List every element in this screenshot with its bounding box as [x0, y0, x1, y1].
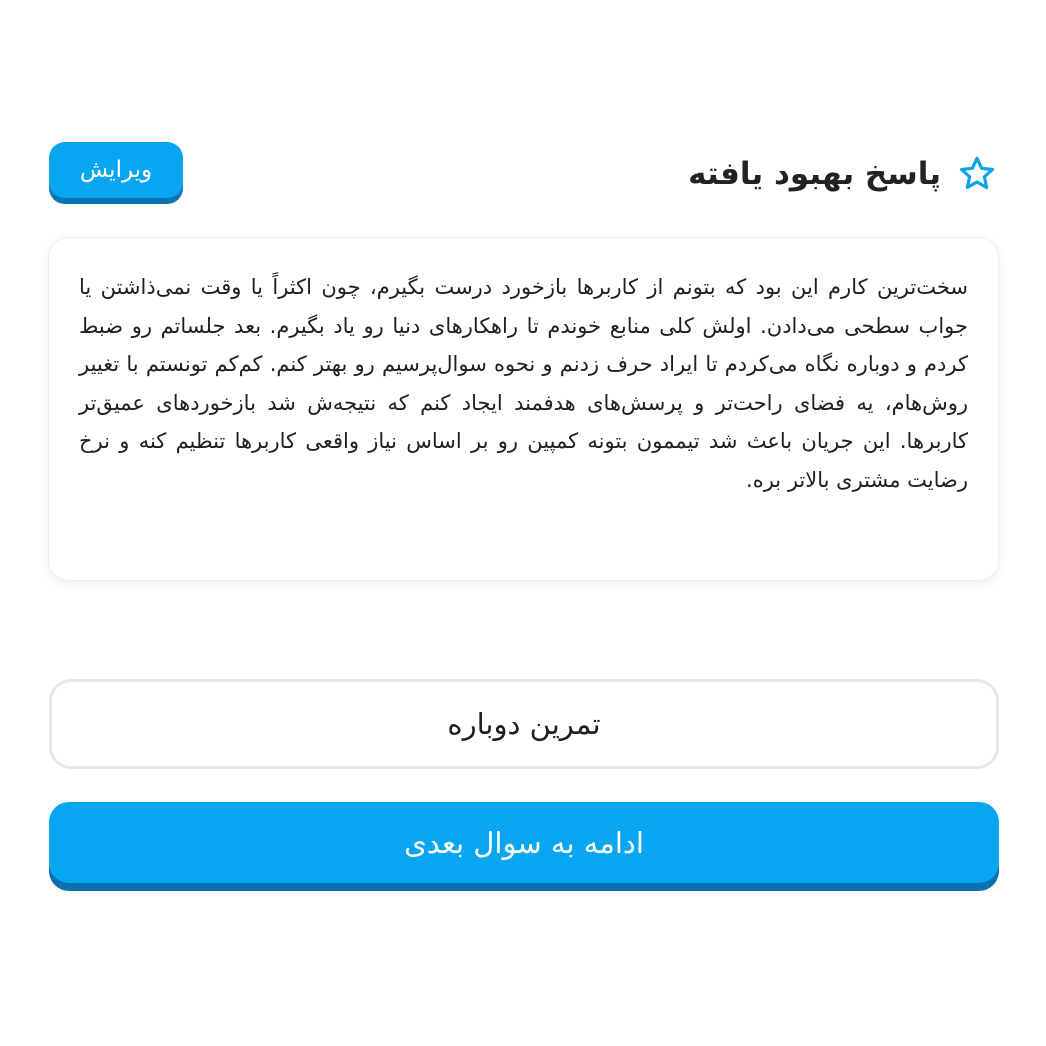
retry-button[interactable]: تمرین دوباره	[49, 679, 999, 769]
answer-card	[48, 237, 999, 581]
page-title: پاسخ بهبود یافته	[688, 156, 941, 192]
star-icon	[957, 154, 997, 194]
answer-header	[49, 142, 999, 206]
answer-text: سخت‌ترین کارم این بود که بتونم از کاربرها بازخورد درست بگیرم، چون اکثراً یا وقت نمی‌ذاشتن یا جواب سطحی می‌دادن. اولش کلی منابع خوندم تا راهکارهای دنیا رو یاد بگیرم. بعد جلساتم رو ضبط کردم و دوباره نگاه می‌کردم تا ایراد حرف زدنم و نحوه سوال‌پرسیم رو بهتر کنم. کم‌کم تونستم با تغییر روش‌هام، یه فضای راحت‌تر و پرسش‌های هدفمند ایجاد کنم که نتیجه‌ش شد بازخوردهای عمیق‌تر کاربرها. این جریان باعث شد تیممون بتونه کمپین رو بر اساس نیاز واقعی کاربرها تنظیم کنه و نرخ رضایت مشتری بالاتر بره.	[79, 275, 968, 492]
edit-button[interactable]: ویرایش	[49, 142, 183, 198]
title-group	[688, 154, 999, 194]
next-question-button[interactable]: ادامه به سوال بعدی	[49, 802, 999, 883]
